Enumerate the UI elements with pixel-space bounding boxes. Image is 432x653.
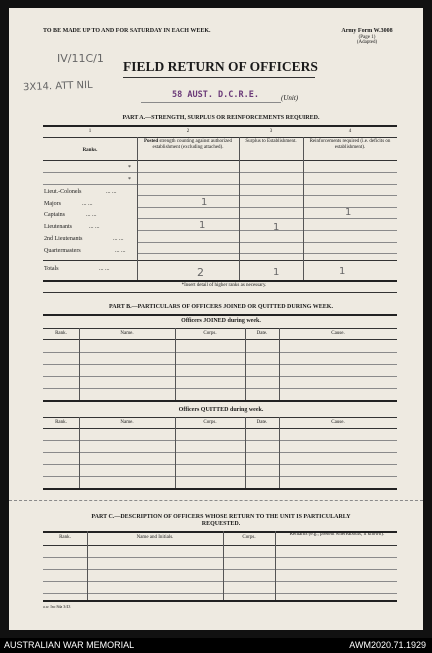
adapted-note: (Adapted): [356, 40, 378, 45]
quitted-col-rank: Rank.: [55, 420, 67, 425]
rank-leader: ... ...: [113, 236, 124, 242]
joined-title: Officers JOINED during week.: [181, 318, 261, 324]
column-divider: [303, 137, 304, 280]
rank-leader: ... ...: [89, 224, 100, 230]
rank-leader: ... ...: [115, 248, 126, 254]
column-divider: [175, 328, 176, 400]
part-c-col-rank: Rank.: [59, 535, 71, 540]
row-line: [137, 242, 397, 243]
posted-bold: Posted: [143, 139, 159, 144]
column-divider: [279, 417, 280, 488]
joined-header-top: [43, 328, 397, 329]
ranks-header: Ranks.: [82, 148, 98, 153]
col-num-3: 3: [269, 129, 273, 134]
rank-leader: ... ...: [99, 266, 110, 272]
row-line: [43, 581, 397, 582]
rank-leader: ... ...: [106, 189, 117, 195]
part-c-col-corps: Corps.: [242, 535, 256, 540]
quitted-bottom-rule: [43, 488, 397, 490]
row-line: [43, 376, 397, 377]
header-rule: [43, 160, 397, 161]
handwritten-ref-2: 3X14. ATT NIL: [22, 79, 93, 94]
perforation-line: [9, 500, 423, 501]
part-b-heading: PART B.—PARTICULARS OF OFFICERS JOINED OR QUITTED DURING WEEK.: [109, 304, 333, 310]
printer-imprint: a.w. Inc 8da 3/43: [43, 604, 71, 609]
rank-quartermasters: Quartermasters: [44, 248, 81, 254]
rank-lieutenants: Lieutenants: [44, 224, 72, 230]
posted-rest: strength counting against authorized establishment (excluding attached).: [152, 139, 233, 150]
column-divider: [87, 531, 88, 600]
form-title: FIELD RETURN OF OFFICERS: [123, 59, 318, 74]
column-divider: [137, 137, 138, 280]
row-line: [43, 452, 397, 453]
quitted-title: Officers QUITTED during week.: [178, 407, 264, 413]
unit-label: (Unit): [281, 94, 299, 102]
joined-col-corps: Corps.: [203, 331, 217, 336]
totals-label: Totals: [44, 266, 59, 272]
hand-total-posted: 2: [197, 266, 204, 279]
totals-top-rule: [43, 260, 397, 261]
joined-col-date: Date.: [256, 331, 268, 336]
joined-col-cause: Cause.: [331, 331, 345, 336]
unit-line: [141, 102, 281, 103]
col-num-rule: [43, 137, 397, 138]
column-divider: [245, 328, 246, 400]
rank-majors: Majors: [44, 201, 61, 207]
row-line: [43, 464, 397, 465]
col-num-4: 4: [348, 129, 352, 134]
hand-majors-posted: 1: [201, 197, 208, 208]
posted-header: [139, 139, 237, 151]
quitted-header-bottom: [43, 428, 397, 429]
quitted-col-date: Date.: [256, 420, 268, 425]
row-line: [43, 352, 397, 353]
row-line: [137, 195, 397, 196]
row-line: [43, 172, 397, 173]
form-number: Army Form W.3008: [341, 28, 393, 34]
column-divider: [175, 417, 176, 488]
reinforcements-header: Reinforcements required (i.e. deficits on establishment).: [309, 139, 391, 150]
unit-stamp: 58 AUST. D.C.R.E.: [172, 90, 259, 100]
column-divider: [279, 328, 280, 400]
star-1: *: [128, 165, 131, 171]
rank-lieut-colonels: Lieut.-Colonels: [44, 189, 82, 195]
column-divider: [239, 137, 240, 280]
row-line: [43, 184, 397, 185]
footer-right: AWM2020.71.1929: [349, 640, 426, 650]
footnote: *Insert detail of higher ranks as necessary.: [181, 283, 267, 288]
column-divider: [79, 328, 80, 400]
part-c-bottom-rule: [43, 600, 397, 602]
row-line: [137, 218, 397, 219]
row-line: [43, 569, 397, 570]
part-a-top-rule: [43, 125, 397, 127]
footer-left: AUSTRALIAN WAR MEMORIAL: [4, 640, 135, 650]
quitted-col-name: Name.: [120, 420, 134, 425]
quitted-header-top: [43, 417, 397, 418]
column-divider: [79, 417, 80, 488]
part-b-top-rule: [43, 314, 397, 316]
row-line: [137, 253, 397, 254]
form-page: [9, 8, 423, 630]
rank-2nd-lieutenants: 2nd Lieutenants: [44, 236, 83, 242]
part-c-col-name: Name and Initials.: [136, 535, 174, 540]
page-number: (Page 1): [358, 35, 376, 40]
title-underline: [123, 77, 315, 78]
surplus-header: Surplus to Establishment.: [245, 139, 297, 144]
row-line: [43, 388, 397, 389]
row-line: [137, 207, 397, 208]
part-c-heading-1: PART C.—DESCRIPTION OF OFFICERS WHOSE RETURN TO THE UNIT IS PARTICULARLY: [91, 514, 351, 520]
rank-leader: ... ...: [86, 212, 97, 218]
rank-leader: ... ...: [82, 201, 93, 207]
column-divider: [245, 417, 246, 488]
row-line: [43, 593, 397, 594]
hand-lieut-surplus: 1: [273, 222, 280, 233]
col-num-1: 1: [88, 129, 92, 134]
archive-footer: [0, 638, 432, 653]
column-divider: [275, 531, 276, 600]
part-c-col-remarks: Remarks (e.g., present whereabouts, if known).: [289, 532, 385, 537]
rank-captains: Captains: [44, 212, 65, 218]
part-c-header-bottom: [43, 545, 397, 546]
joined-col-name: Name.: [120, 331, 134, 336]
row-line: [43, 364, 397, 365]
hand-captains-posted: 1: [199, 220, 206, 231]
quitted-col-cause: Cause.: [331, 420, 345, 425]
part-a-end-rule: [43, 292, 397, 293]
handwritten-ref-1: IV/11C/1: [57, 52, 104, 65]
star-2: *: [128, 177, 131, 183]
instruction-text: TO BE MADE UP TO AND FOR SATURDAY IN EACH WEEK.: [43, 28, 211, 34]
part-a-heading: PART A.—STRENGTH, SURPLUS OR REINFORCEMENTS REQUIRED.: [122, 115, 320, 121]
totals-bottom-rule: [43, 280, 397, 282]
row-line: [43, 476, 397, 477]
row-line: [43, 557, 397, 558]
hand-total-surplus: 1: [273, 267, 280, 278]
joined-header-bottom: [43, 339, 397, 340]
joined-bottom-rule: [43, 400, 397, 402]
row-line: [137, 230, 397, 231]
part-c-heading-2: REQUESTED.: [201, 521, 241, 527]
column-divider: [223, 531, 224, 600]
col-num-2: 2: [186, 129, 190, 134]
hand-captains-reinf: 1: [345, 207, 352, 218]
quitted-col-corps: Corps.: [203, 420, 217, 425]
hand-total-reinf: 1: [339, 266, 346, 277]
row-line: [43, 440, 397, 441]
joined-col-rank: Rank.: [55, 331, 67, 336]
